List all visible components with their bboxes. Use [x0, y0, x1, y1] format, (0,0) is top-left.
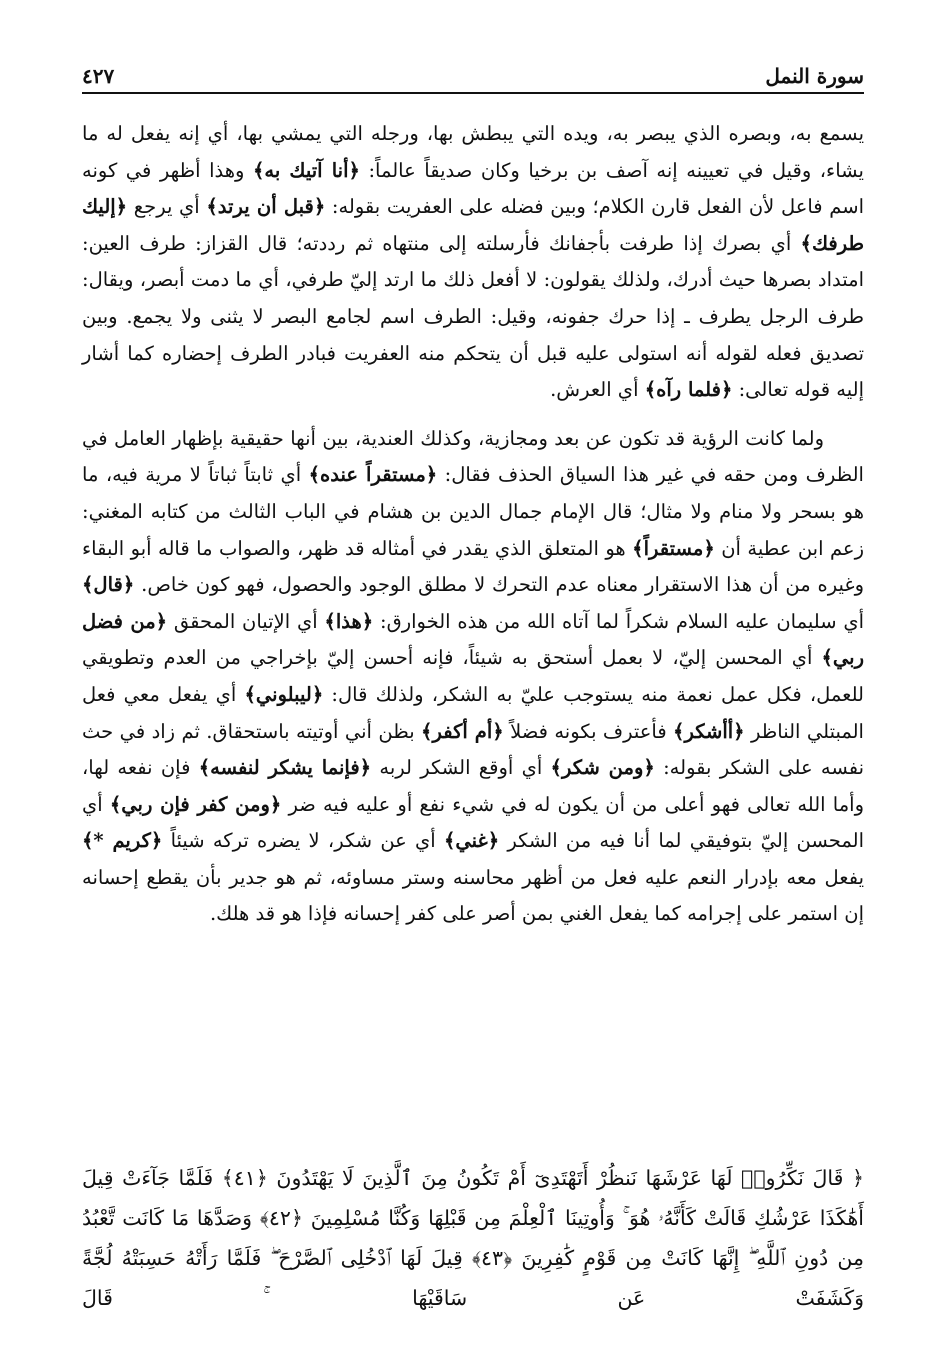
text-run: ولما كانت الرؤية قد تكون عن بعد ومجازية، وكذلك العندية، بين أنها حقيقية بإظهار العامل في الظرف ومن حقه في غير هذا السياق الحذف فقال: [82, 426, 864, 487]
text-run: هو المتعلق الذي يقدر في أمثاله قد ظهر، والصواب ما قاله أبو البقاء وغيره من أن هذا الاستقرار معناه عدم التحرك لا مطلق الوجود والحصول، فهو كون خاص. [82, 536, 864, 597]
paragraph-2 [82, 421, 864, 933]
quran-verses [82, 1158, 864, 1318]
text-run: أي أوقع الشكر لربه [371, 756, 551, 780]
quran-quote: ﴿أم أكفر﴾ [421, 719, 504, 743]
text-run: بظن أني أوتيته باستحقاق. ثم زاد في حث نفسه على الشكر بقوله: [82, 719, 865, 780]
text-run: فإن نفعه لها، وأما الله تعالى فهو أعلى من أن يكون له في شيء نفع أو عليه فيه ضر [82, 756, 864, 816]
text-run: أي سليمان عليه السلام شكراً لما آتاه الله من هذه الخوارق: [373, 609, 865, 633]
text-run: أي المحسن إليّ، لا بعمل أستحق به شيئاً، فإنه أحسن إليّ بإخراجي من العدم وتطويقي للعمل، فكل عمل نعمة منه يستوجب عليّ به الشكر، ولذلك قال: [82, 646, 864, 706]
text-run: وهذا أظهر في كونه اسم فاعل لأن الفعل قارن الكلام؛ وبين فضله على العفريت بقوله: [82, 158, 864, 219]
text-run: أي بصرك إذا طرفت بأجفانك فأرسلته إلى منتهاه ثم رددته؛ قال القزاز: طرف العين: امتداد بصرها حيث أدرك، ولذلك يقولون: لا أفعل ذلك ما ارتد إليّ طرفي، أي ما دمت أبصر، ويقال: طرف الرجل يطرف ـ إذا حرك جفونه، وقيل: الطرف اسم لجامع البصر لا يثنى ولا يجمع. وبين تصديق فعله لقوله أنه استولى عليه قبل أن يتحكم منه العفريت فبادر الطرف إحضاره كما أشار إليه قوله تعالى: [82, 231, 864, 402]
surah-title: سورة النمل [765, 64, 864, 88]
verse-number-marker: ﴿٤١﴾ [221, 1166, 268, 1190]
verse-text: فَلَمَّا جَآءَتْ قِيلَ أَهَٰكَذَا عَرْشُكِ قَالَتْ كَأَنَّهُۥ هُوَ ۚ وَأُوتِينَا ٱلْعِلْمَ مِن قَبْلِهَا وَكُنَّا مُسْلِمِينَ [82, 1166, 864, 1230]
verse-text: قِيلَ لَهَا ٱدْخُلِى ٱلصَّرْحَ ۖ فَلَمَّا رَأَتْهُ حَسِبَتْهُ لُجَّةً وَكَشَفَتْ عَن سَاقَيْهَا ۚ قَالَ [82, 1246, 864, 1310]
quran-quote: ﴿مستقراً عنده﴾ [308, 463, 438, 487]
header-rule [82, 92, 864, 94]
quran-quote: ﴿مستقراً﴾ [632, 536, 715, 560]
quran-quote: ﴿ليبلوني﴾ [244, 682, 324, 706]
quran-quote: ﴿أأشكر﴾ [673, 719, 745, 743]
quran-quote: ﴿فلما رآه﴾ [644, 378, 733, 402]
page-header [82, 58, 864, 94]
quran-quote: ﴿من فضل ربي﴾ [82, 609, 864, 670]
page-number: ٤٢٧ [82, 64, 115, 88]
text-run: أي يرجع [127, 195, 207, 219]
quran-quote: ﴿قال﴾ [82, 573, 135, 597]
quran-quote: ﴿ومن شكر﴾ [550, 756, 655, 780]
quran-quote: ﴿قبل أن يرتد﴾ [206, 195, 326, 219]
verse-text: ﴿ قَالَ نَكِّرُوا۟ لَهَا عَرْشَهَا نَنظُرْ أَتَهْتَدِىٓ أَمْ تَكُونُ مِنَ ٱلَّذِينَ لَا يَهْتَدُونَ [267, 1166, 864, 1190]
quran-quote: ﴿كريم *﴾ [82, 829, 163, 853]
text-run: يفعل معه بإدرار النعم عليه فعل من أظهر محاسنه وستر مساوئه، ثم هو جدير بأن يقطع إحسانه إن استمر على إجرامه كما يفعل الغني بمن أصر على كفر إحسانه فإذا هو قد هلك. [82, 865, 864, 926]
quran-quote: ﴿غني﴾ [443, 829, 500, 853]
quran-quote: ﴿هذا﴾ [324, 609, 374, 633]
verse-text: وَصَدَّهَا مَا كَانَت تَّعْبُدُ مِن دُونِ ٱللَّهِ ۖ إِنَّهَا كَانَتْ مِن قَوْمٍ كَٰفِرِينَ [82, 1206, 865, 1270]
text-run: أي العرش. [550, 378, 645, 402]
quran-quote: ﴿إليك طرفك﴾ [82, 195, 864, 255]
quran-quote: ﴿فإنما يشكر لنفسه﴾ [198, 756, 372, 780]
text-run: فأعترف بكونه فضلاً [503, 719, 674, 743]
text-run: أي المحسن إليّ بتوفيقي لما أنا فيه من الشكر [82, 792, 864, 853]
commentary-text [82, 116, 864, 933]
paragraph-1 [82, 116, 864, 409]
text-run: أي الإتيان المحقق [167, 609, 325, 633]
text-run: أي عن شكر، لا يضره تركه شيئاً [162, 829, 444, 853]
quran-quote: ﴿ومن كفر فإن ربي﴾ [109, 792, 282, 816]
text-run: أي ثابتاً ثباتاً لا مرية فيه، ما هو بسحر ولا منام ولا مثال؛ قال الإمام جمال الدين بن هشام في الباب الثالث من كتابه المغني: زعم ابن عطية أن [82, 463, 864, 560]
text-run: يسمع به، وبصره الذي يبصر به، ويده التي يبطش بها، ورجله التي يمشي بها، أي إنه يفعل له ما يشاء، وقيل في تعيينه إنه آصف بن برخيا وكان صديقاً عالماً: [82, 122, 864, 182]
text-run: أي يفعل معي فعل المبتلي الناظر [82, 682, 864, 743]
verse-number-marker: ﴿٤٣﴾ [471, 1246, 513, 1270]
quran-quote: ﴿أنا آتيك به﴾ [252, 158, 360, 182]
verse-number-marker: ﴿٤٢﴾ [259, 1206, 303, 1230]
